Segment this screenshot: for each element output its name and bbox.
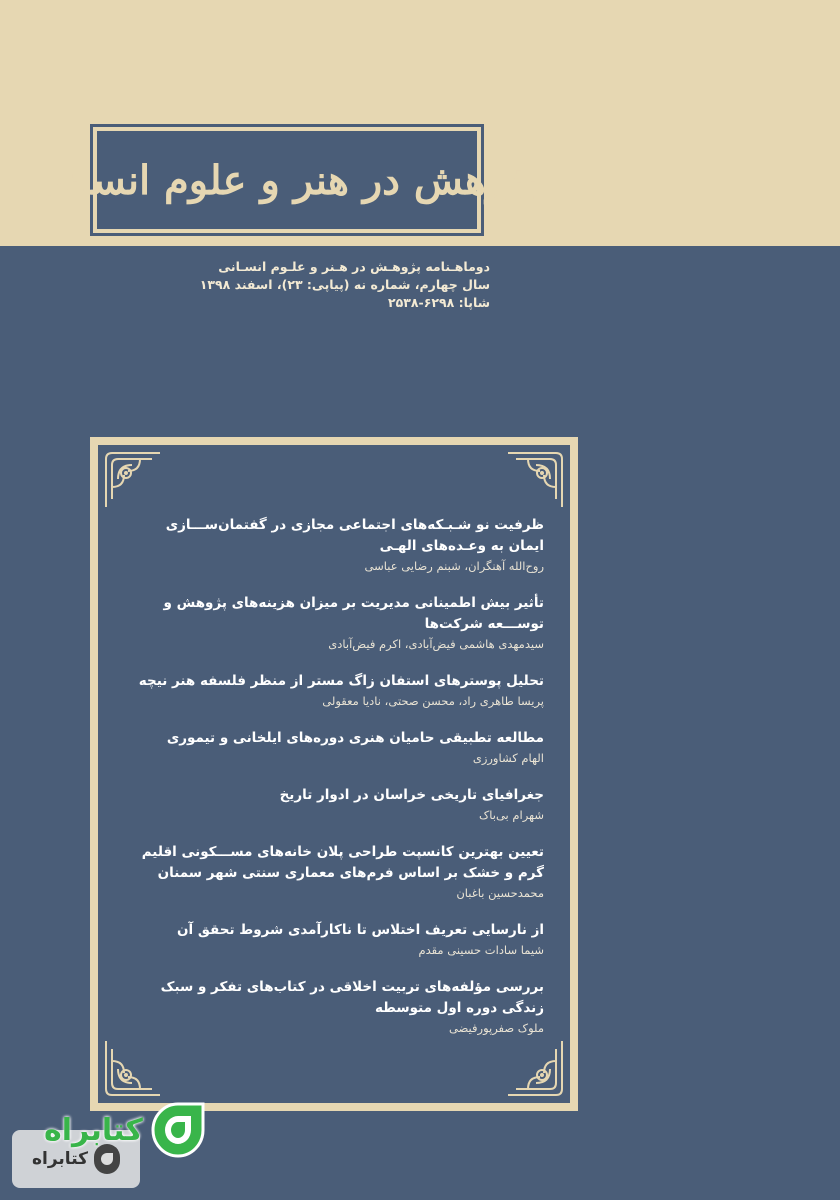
journal-subtitle: دوماهـنامه پژوهـش در هـنر و علـوم انسـانی [218,259,490,274]
article-authors: محمدحسین باغبان [456,886,544,900]
article-list [136,515,544,1055]
ketabrah-logo-icon [149,1100,207,1160]
watermark-back-text: کتابراه [31,1149,89,1169]
watermark-front-text: کتابراه [44,1112,143,1148]
article-title: بررسی مؤلفه‌های تربیت اخلاقی در کتاب‌های تفکر و سبک زندگی دوره اول متوسطه [160,979,544,1016]
table-of-contents-frame [90,437,578,1111]
article-item [136,842,544,902]
ketabrah-watermark [10,1100,220,1192]
article-authors: روح‌الله آهنگران، شبنم رضایی عباسی [364,559,544,573]
article-authors: ملوک صفرپورفیضی [448,1021,544,1035]
issue-info [90,258,490,312]
article-authors: پریسا طاهری راد، محسن صحتی، نادیا معقولی [322,694,544,708]
article-title: تأثیر بیش اطمینانی مدیریت بر میزان هزینه‌های پژوهش و توســـعه شرکت‌ها [163,595,544,632]
article-item [136,977,544,1037]
article-title: مطالعه تطبیقی حامیان هنری دوره‌های ایلخانی و تیموری [166,730,544,746]
ornament-corner-icon [102,449,164,511]
article-item [136,593,544,653]
article-item [136,920,544,959]
journal-masthead [35,124,539,236]
article-item [136,728,544,767]
article-title: ظرفیت نو شـبـکه‌های اجتماعی مجازی در گفتمان‌ســـازی ایمان به وعـده‌های الهـی [165,517,544,554]
table-of-contents-panel [96,443,572,1105]
article-item [136,671,544,710]
article-title: از نارسایی تعریف اختلاس تا ناکارآمدی شروط تحقق آن [176,922,544,938]
article-authors: سیدمهدی هاشمی فیض‌آبادی، اکرم فیض‌آبادی [328,637,544,651]
article-item [136,515,544,575]
article-title: جغرافیای تاریخی خراسان در ادوار تاریخ [279,787,544,803]
article-title: تعیین بهترین کانسپت طراحی پلان خانه‌های مســـکونی اقلیم گرم و خشک بر اساس فرم‌های معماری سنتی شهر سمنان [141,844,544,881]
article-title: تحلیل پوسترهای استفان زاگ مستر از منظر فلسفه هنر نیچه [138,673,544,689]
issue-details: سال چهارم، شماره نه (پیاپی: ۲۳)، اسفند ۱۳۹۸ [199,277,490,292]
article-item [136,785,544,824]
article-authors: الهام کشاورزی [472,751,544,765]
article-authors: شیما سادات حسینی مقدم [418,943,544,957]
watermark-front [44,1100,207,1160]
issn-line: شاپا: ۶۲۹۸-۲۵۳۸ [388,295,490,310]
masthead-inner-frame [35,131,539,229]
ornament-corner-icon [504,449,566,511]
journal-title: پژوهش در هنر و علوم انسانی [35,156,539,204]
article-authors: شهرام بی‌باک [478,808,544,822]
